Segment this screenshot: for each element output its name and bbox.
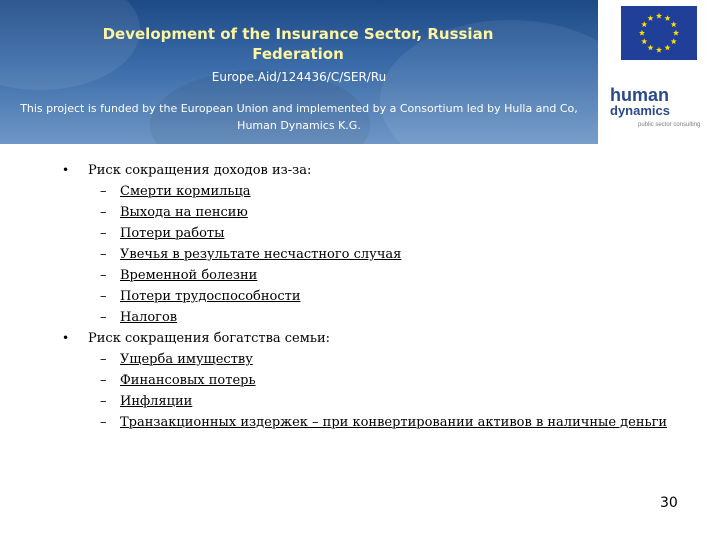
slide-content [0, 160, 720, 433]
eu-star-icon [656, 47, 662, 53]
list-item-text: Финансовых потерь [120, 373, 256, 388]
eu-star-icon [664, 15, 670, 21]
logo-word-human: human [610, 85, 670, 105]
list-item-text: Налогов [120, 310, 178, 325]
dash-icon: – [100, 394, 107, 409]
dash-icon: – [100, 289, 107, 304]
dash-icon: – [100, 247, 107, 262]
eu-flag-icon [621, 6, 697, 60]
list-item [0, 370, 720, 391]
group-heading: Риск сокращения доходов из-за: [88, 163, 312, 178]
eu-star-icon [639, 30, 645, 36]
eu-star-icon [656, 13, 662, 19]
bullet-icon: • [62, 163, 70, 177]
list-item [0, 307, 720, 328]
eu-star-icon [647, 45, 653, 51]
funding-statement: This project is funded by the European Union and implemented by a Consortium led by Hulla and Co, Human Dynamics K.G. [20, 102, 578, 132]
list-item [0, 391, 720, 412]
eu-flag-stars [621, 6, 697, 60]
dash-icon: – [100, 226, 107, 241]
project-title: Development of the Insurance Sector, Russian Federation [102, 25, 494, 63]
eu-star-icon [673, 30, 679, 36]
list-item [0, 412, 720, 433]
list-item-text: Смерти кормильца [120, 184, 251, 199]
eu-star-icon [671, 21, 677, 27]
list-item [0, 160, 720, 181]
dash-icon: – [100, 415, 107, 430]
list-item-text: Увечья в результате несчастного случая [120, 247, 402, 262]
eu-star-icon [647, 15, 653, 21]
list-item [0, 349, 720, 370]
page-number: 30 [660, 495, 678, 511]
logo-tagline: public sector consulting [638, 122, 701, 128]
list-item [0, 286, 720, 307]
eu-star-icon [641, 21, 647, 27]
list-item-text: Ущерба имуществу [120, 352, 253, 367]
eu-star-icon [641, 38, 647, 44]
dash-icon: – [100, 352, 107, 367]
dash-icon: – [100, 268, 107, 283]
header-banner [0, 0, 598, 144]
list-item-text: Потери работы [120, 226, 225, 241]
group-heading: Риск сокращения богатства семьи: [88, 331, 330, 346]
list-item-text: Выхода на пенсию [120, 205, 248, 220]
dash-icon: – [100, 373, 107, 388]
dash-icon: – [100, 205, 107, 220]
list-item [0, 223, 720, 244]
dash-icon: – [100, 310, 107, 325]
list-item [0, 328, 720, 349]
list-item [0, 265, 720, 286]
bullet-icon: • [62, 331, 70, 345]
logo-word-dynamics: dynamics [610, 103, 670, 118]
list-item [0, 202, 720, 223]
project-reference: Europe.Aid/124436/C/SER/Ru [211, 70, 387, 84]
eu-star-icon [671, 38, 677, 44]
list-item [0, 181, 720, 202]
list-item-text: Инфляции [120, 394, 193, 409]
eu-star-icon [664, 45, 670, 51]
list-item-text: Потери трудоспособности [120, 289, 301, 304]
list-item-text: Временной болезни [120, 268, 258, 283]
list-item [0, 244, 720, 265]
dash-icon: – [100, 184, 107, 199]
list-item-text: Транзакционных издержек – при конвертировании активов в наличные деньги [120, 415, 668, 430]
human-dynamics-logo [602, 86, 718, 138]
